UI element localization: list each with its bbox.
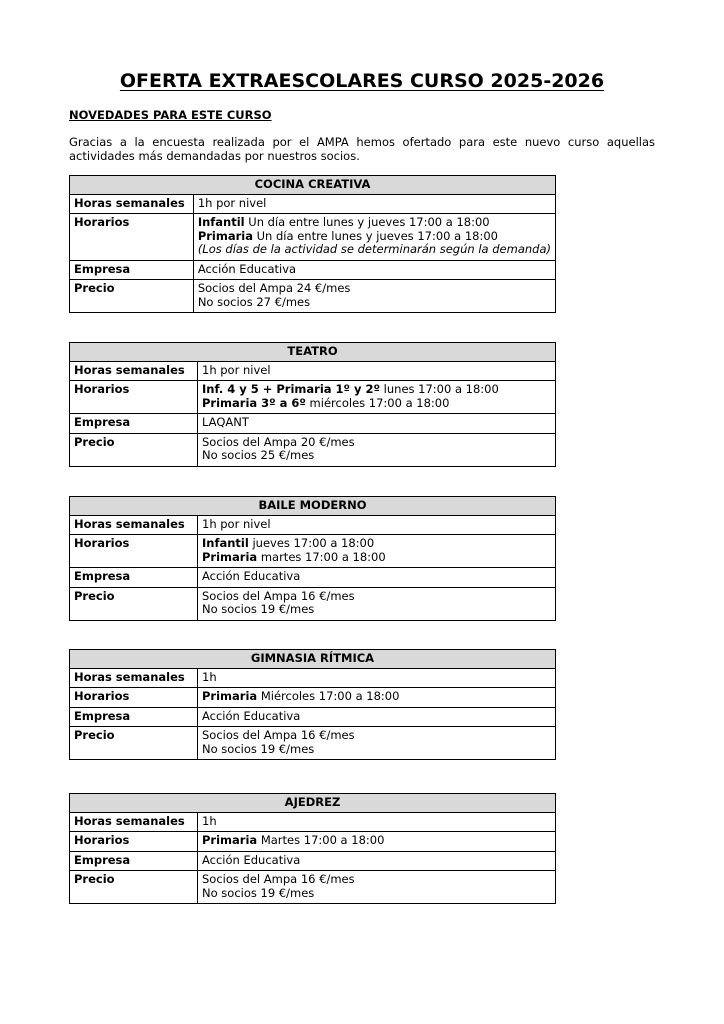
row-label: Horarios — [70, 214, 194, 261]
row-label: Horarios — [70, 381, 198, 414]
precio-row — [70, 871, 556, 904]
row-value: 1h por nivel — [198, 361, 556, 381]
activity-table — [69, 175, 556, 313]
schedule-group: Primaria — [202, 549, 258, 564]
row-value — [198, 587, 556, 620]
schedule-time: Un día entre lunes y jueves 17:00 a 18:00 — [244, 215, 490, 229]
activity-name: AJEDREZ — [70, 794, 556, 813]
activity-table — [69, 793, 556, 904]
schedule-line — [202, 834, 551, 848]
row-value — [193, 280, 555, 313]
price-line: Socios del Ampa 20 €/mes — [202, 434, 355, 449]
row-value — [193, 214, 555, 261]
row-value — [198, 727, 556, 760]
row-label: Horas semanales — [70, 668, 198, 688]
row-value — [198, 433, 556, 466]
row-label: Precio — [70, 433, 198, 466]
row-value — [198, 832, 556, 852]
schedule-group: Primaria — [197, 228, 253, 243]
row-label: Horarios — [70, 688, 198, 708]
schedule-time: Miércoles 17:00 a 18:00 — [257, 689, 400, 703]
schedule-time: martes 17:00 a 18:00 — [257, 549, 386, 564]
price-line: Socios del Ampa 24 €/mes — [197, 281, 351, 295]
price-line: No socios 25 €/mes — [202, 448, 315, 462]
price-line: No socios 19 €/mes — [202, 741, 315, 756]
horas-row — [70, 812, 556, 832]
activity-table — [69, 342, 556, 467]
row-label: Precio — [70, 871, 198, 904]
row-value: 1h — [198, 812, 556, 832]
row-value: LAQANT — [198, 414, 556, 434]
activity-table — [69, 496, 556, 621]
intro-paragraph: Gracias a la encuesta realizada por el AMPA hemos ofertado para este nuevo curso aquellas actividades más demandadas por nuestros socios. — [69, 135, 655, 163]
schedule-line — [202, 397, 551, 411]
row-value: 1h — [198, 668, 556, 688]
schedule-time: miércoles 17:00 a 18:00 — [305, 395, 450, 410]
empresa-row — [70, 851, 556, 871]
horarios-row — [70, 688, 556, 708]
row-label: Empresa — [70, 260, 194, 280]
section-subtitle: NOVEDADES PARA ESTE CURSO — [69, 108, 272, 122]
activity-header-row — [70, 650, 556, 669]
schedule-group: Primaria 3º a 6º — [202, 395, 306, 410]
activity-name: GIMNASIA RÍTMICA — [70, 650, 556, 669]
activity-table — [69, 649, 556, 760]
horarios-row — [70, 535, 556, 568]
price-line: Socios del Ampa 16 €/mes — [202, 588, 355, 603]
schedule-time: jueves 17:00 a 18:00 — [248, 536, 375, 550]
horarios-row — [70, 214, 556, 261]
schedule-group: Infantil — [202, 536, 249, 550]
activity-header-row — [70, 343, 556, 362]
empresa-row — [70, 260, 556, 280]
precio-row — [70, 587, 556, 620]
horas-row — [70, 361, 556, 381]
horas-row — [70, 194, 556, 214]
schedule-line — [198, 216, 551, 230]
row-label: Empresa — [70, 414, 198, 434]
activity-name: TEATRO — [70, 343, 556, 362]
schedule-group: Primaria — [202, 689, 258, 703]
price-line: Socios del Ampa 16 €/mes — [202, 728, 355, 742]
schedule-line — [202, 690, 551, 704]
horas-row — [70, 515, 556, 535]
row-label: Horas semanales — [70, 194, 194, 214]
schedule-line — [202, 537, 551, 551]
activity-header-row — [70, 794, 556, 813]
schedule-group: Inf. 4 y 5 + Primaria 1º y 2º — [202, 382, 381, 396]
row-value: Acción Educativa — [198, 568, 556, 588]
price-line: No socios 27 €/mes — [197, 294, 311, 309]
row-label: Horas semanales — [70, 515, 198, 535]
row-value — [198, 381, 556, 414]
price-line: No socios 19 €/mes — [202, 602, 315, 616]
schedule-line — [202, 383, 551, 397]
row-label: Horarios — [70, 832, 198, 852]
activity-header-row — [70, 176, 556, 195]
row-label: Horas semanales — [70, 361, 198, 381]
row-label: Empresa — [70, 851, 198, 871]
row-value: Acción Educativa — [198, 707, 556, 727]
schedule-time: Martes 17:00 a 18:00 — [257, 833, 385, 847]
row-value — [198, 535, 556, 568]
row-value — [198, 871, 556, 904]
schedule-line — [202, 551, 551, 565]
horarios-row — [70, 832, 556, 852]
schedule-line — [198, 230, 551, 244]
row-label: Precio — [70, 587, 198, 620]
schedule-note: (Los días de la actividad se determinarán según la demanda) — [197, 242, 551, 256]
activity-name: COCINA CREATIVA — [70, 176, 556, 195]
row-value: 1h por nivel — [193, 194, 555, 214]
activity-name: BAILE MODERNO — [70, 497, 556, 516]
activity-header-row — [70, 497, 556, 516]
schedule-time: Un día entre lunes y jueves 17:00 a 18:00 — [252, 228, 498, 243]
row-label: Horas semanales — [70, 812, 198, 832]
row-value: 1h por nivel — [198, 515, 556, 535]
schedule-time: lunes 17:00 a 18:00 — [380, 382, 499, 396]
row-value — [198, 688, 556, 708]
precio-row — [70, 280, 556, 313]
row-value: Acción Educativa — [193, 260, 555, 280]
row-value: Acción Educativa — [198, 851, 556, 871]
precio-row — [70, 727, 556, 760]
row-label: Empresa — [70, 707, 198, 727]
precio-row — [70, 433, 556, 466]
schedule-group: Primaria — [202, 833, 258, 847]
empresa-row — [70, 707, 556, 727]
empresa-row — [70, 414, 556, 434]
row-label: Horarios — [70, 535, 198, 568]
schedule-group: Infantil — [197, 215, 245, 229]
horas-row — [70, 668, 556, 688]
row-label: Precio — [70, 727, 198, 760]
row-label: Precio — [70, 280, 194, 313]
price-line: No socios 19 €/mes — [202, 885, 315, 900]
price-line: Socios del Ampa 16 €/mes — [202, 872, 355, 886]
horarios-row — [70, 381, 556, 414]
row-label: Empresa — [70, 568, 198, 588]
page-title: OFERTA EXTRAESCOLARES CURSO 2025-2026 — [119, 70, 605, 92]
empresa-row — [70, 568, 556, 588]
